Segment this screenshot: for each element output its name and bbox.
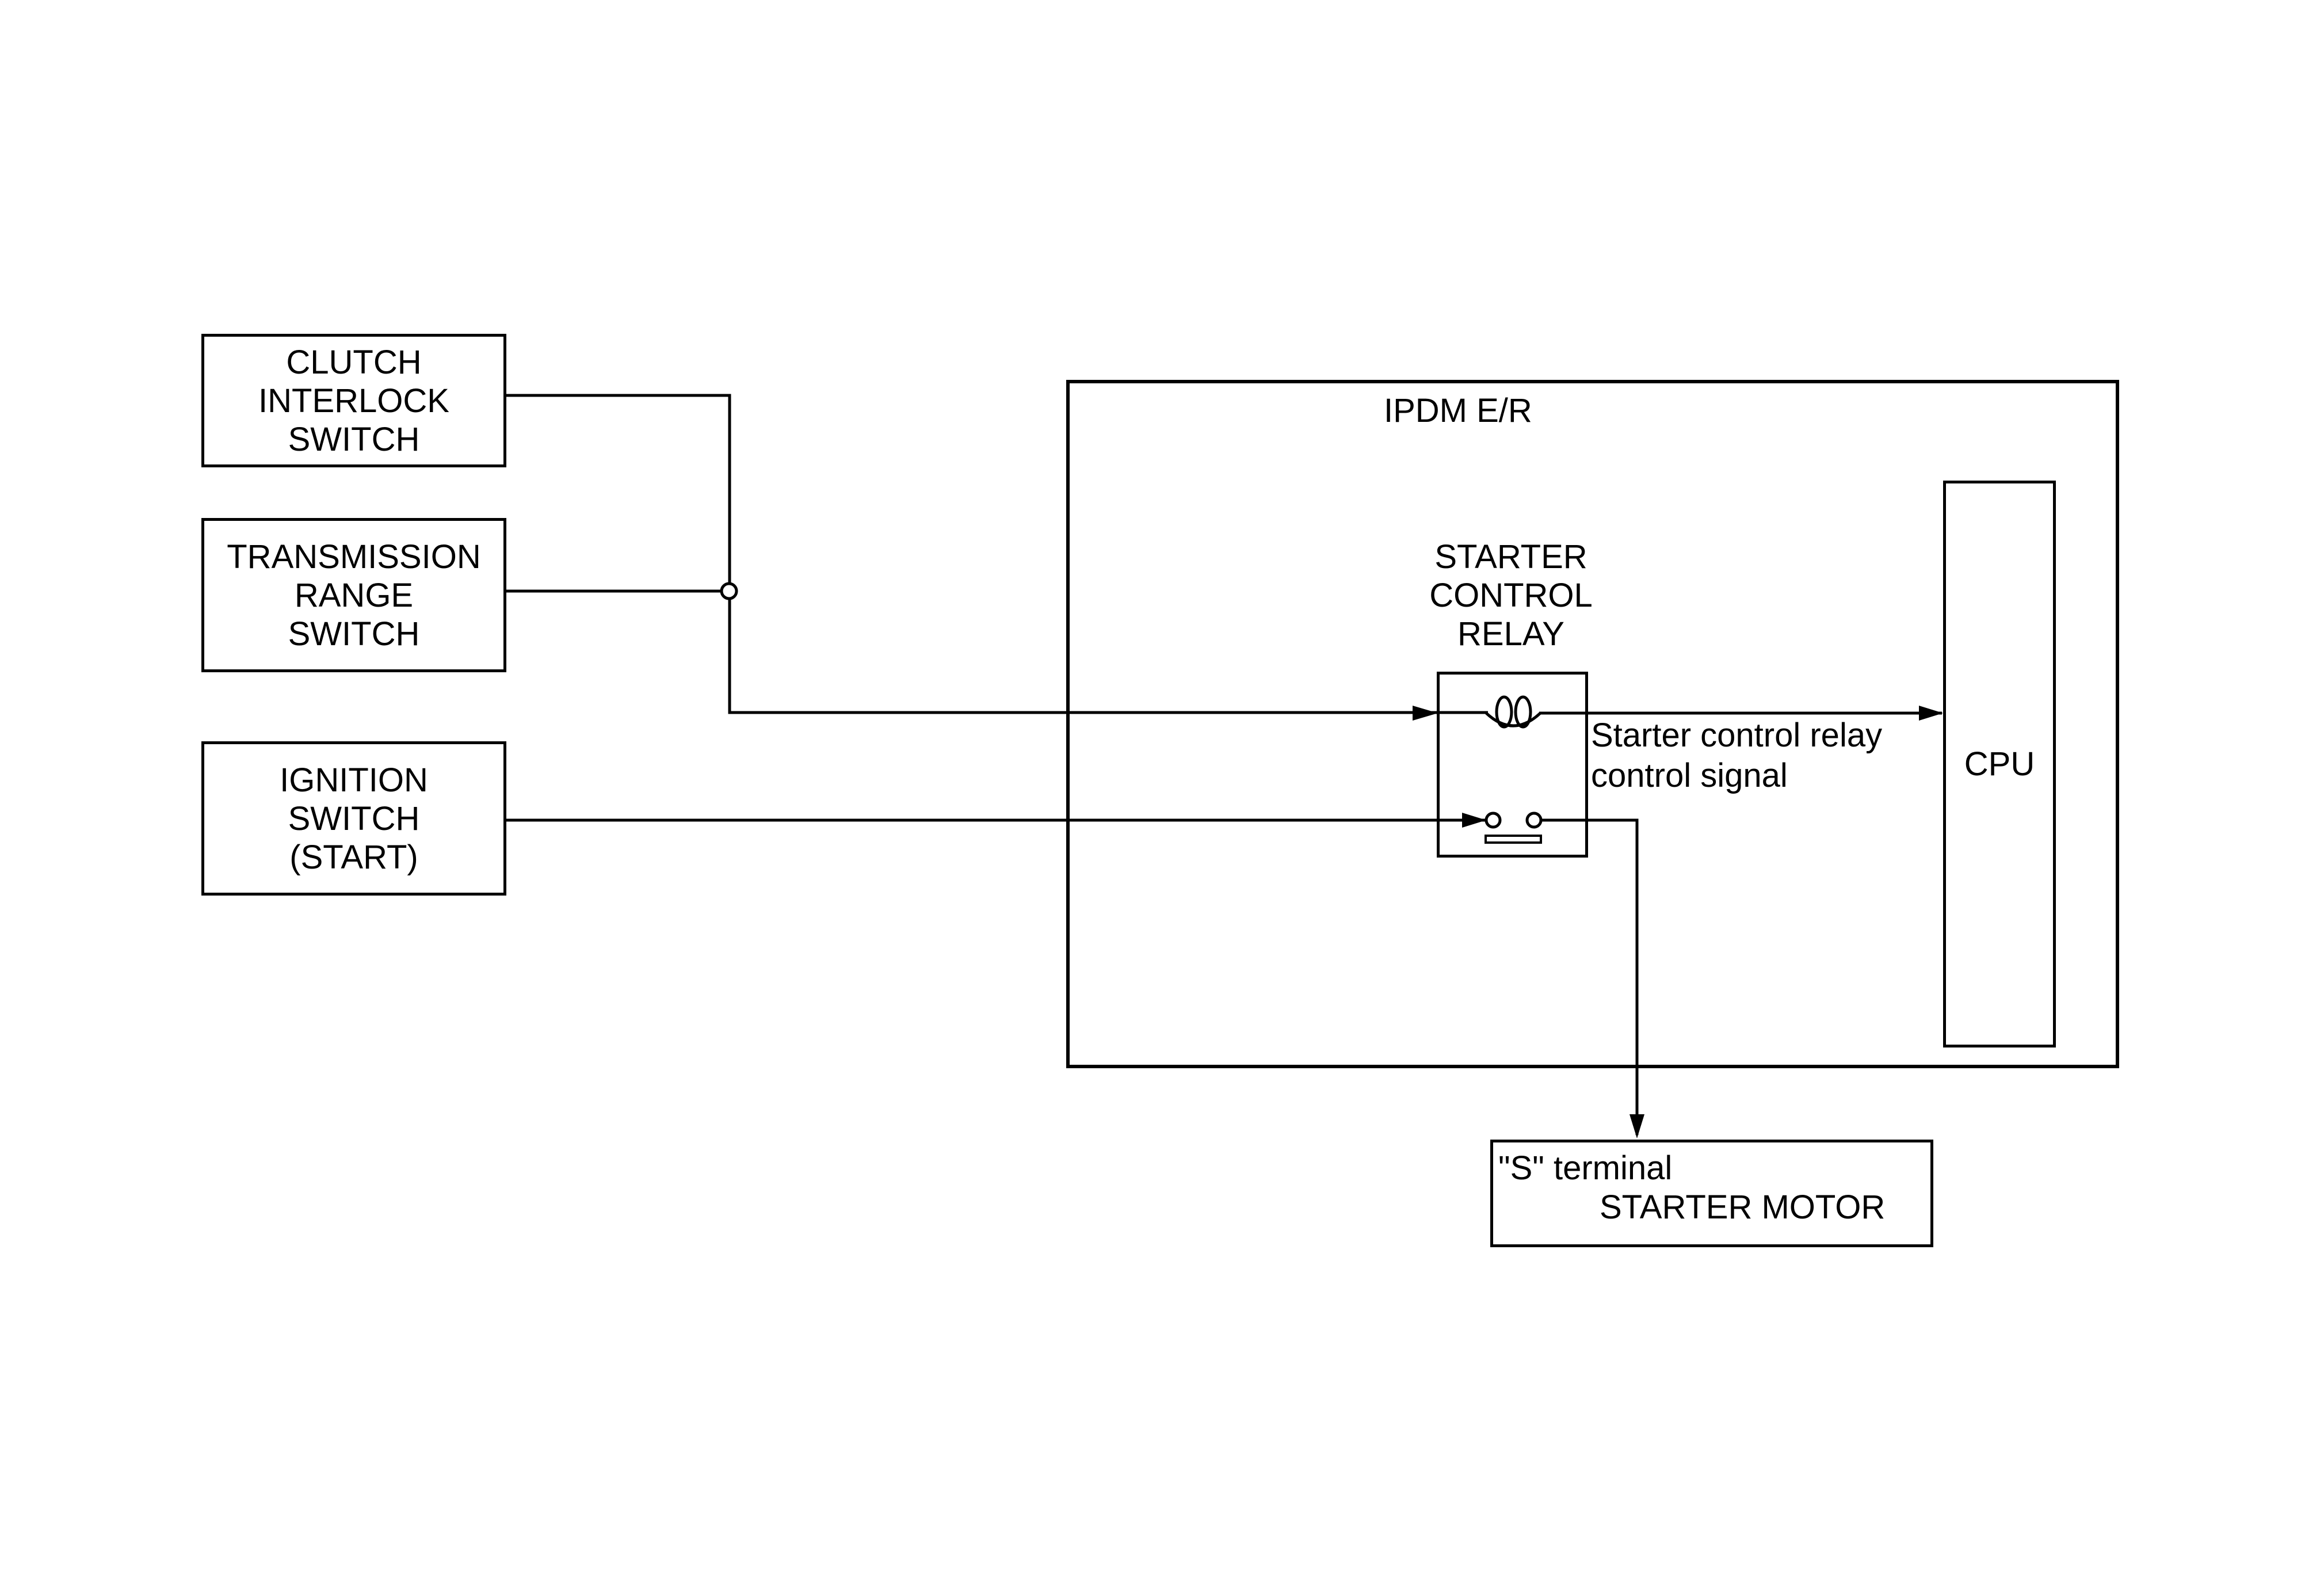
transmission-range-switch-label-line2: RANGE — [294, 576, 414, 614]
starter-control-relay-label-line3: RELAY — [1457, 615, 1564, 653]
clutch-interlock-switch-label-line1: CLUTCH — [286, 343, 422, 381]
ipdm-er-label: IPDM E/R — [1384, 392, 1532, 429]
ignition-switch-label-line3: (START) — [289, 838, 418, 876]
transmission-range-switch-box — [201, 518, 506, 672]
cpu-label: CPU — [1964, 745, 2035, 783]
clutch-interlock-switch-box — [201, 334, 506, 467]
clutch-interlock-switch-label-line2: INTERLOCK — [258, 382, 449, 420]
ignition-switch-label-line2: SWITCH — [288, 799, 420, 837]
starter-motor-s-terminal-label: "S" terminal — [1498, 1149, 1673, 1187]
wire-junction-circle — [722, 584, 736, 599]
transmission-range-switch-label-line1: TRANSMISSION — [227, 538, 481, 576]
starter-control-relay-label-line2: CONTROL — [1429, 577, 1593, 614]
relay-control-signal-line2: control signal — [1591, 757, 1788, 794]
starter-control-relay-label — [1419, 538, 1603, 653]
relay-control-signal-line1: Starter control relay — [1591, 717, 1883, 754]
ignition-switch-box — [201, 741, 506, 896]
relay-control-signal-annotation — [1591, 715, 1882, 796]
cpu-box — [1943, 481, 2056, 1047]
transmission-range-switch-label-line3: SWITCH — [288, 615, 420, 653]
starter-control-relay-label-line1: STARTER — [1434, 538, 1588, 576]
ignition-switch-label-line1: IGNITION — [280, 761, 428, 799]
clutch-interlock-switch-label-line3: SWITCH — [288, 420, 420, 458]
starter-control-relay-box — [1437, 672, 1588, 858]
arrowhead-into-starter-motor — [1630, 1114, 1644, 1138]
starter-motor-label: STARTER MOTOR — [1600, 1189, 1886, 1226]
